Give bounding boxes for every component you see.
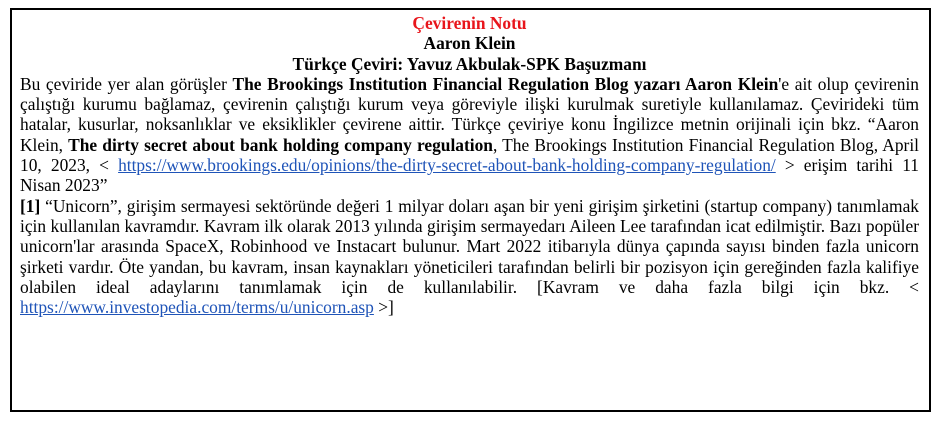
disclaimer-text-3: , The Brookings Institution Financial Regulation Blog, April 10, 2023, <	[20, 134, 919, 176]
author-name: Aaron Klein	[423, 33, 516, 54]
footnote-text-2: >]	[373, 297, 394, 318]
footnote-text-1: “Unicorn”, girişim sermayesi sektöründe değeri 1 milyar doları aşan bir yeni girişim şirketini (startup company) tanımlamak için kullanılan kavramdır. Kavram ilk olarak 2013 yılında girişim sermayedarı Aileen Lee tarafından icat edilmiştir. Bazı popüler unicorn'lar arasında SpaceX, Robinhood ve Instacart bulunur. Mart 2022 itibarıyla dünya çapında sayısı binden fazla unicorn şirketi vardır. Öte yandan, bu kavram, insan kaynakları yöneticileri tarafından belirli bir pozisyon için gereğinden fazla kalifiye olabilen ideal adaylarını tanımlamak için de kullanılabilir. [Kavram ve daha fazla bilgi için bkz. <	[20, 195, 919, 297]
disclaimer-blog-author: The Brookings Institution Financial Regulation Blog yazarı Aaron Klein	[232, 73, 779, 94]
translator-line: Türkçe Çeviri: Yavuz Akbulak-SPK Başuzmanı	[292, 53, 647, 74]
translator-note-box	[10, 8, 931, 412]
disclaimer-paragraph	[20, 74, 919, 196]
note-title: Çevirenin Notu	[412, 13, 527, 33]
disclaimer-text-4: > erişim tarihi 11 Nisan 2023”	[20, 155, 919, 196]
disclaimer-text-2: 'e ait olup çevirenin çalıştığı kurumu bağlamaz, çevirenin çalıştığı kurum veya göreviyle ilişki kurulmak suretiyle kullanılamaz. Çevirideki tüm hatalar, kusurlar, noksanlıklar ve eksiklikler çevirene aittir. Türkçe çeviriye konu İngilizce metnin orijinali için bkz. “Aaron Klein,	[20, 73, 919, 155]
brookings-link[interactable]: https://www.brookings.edu/opinions/the-dirty-secret-about-bank-holding-company-regulation/	[118, 155, 776, 176]
footnote-paragraph	[20, 196, 919, 318]
article-title: The dirty secret about bank holding company regulation	[68, 134, 493, 155]
investopedia-link[interactable]: https://www.investopedia.com/terms/u/unicorn.asp	[20, 297, 374, 318]
footnote-marker: [1]	[20, 195, 41, 216]
disclaimer-text-1: Bu çeviride yer alan görüşler	[20, 73, 233, 94]
